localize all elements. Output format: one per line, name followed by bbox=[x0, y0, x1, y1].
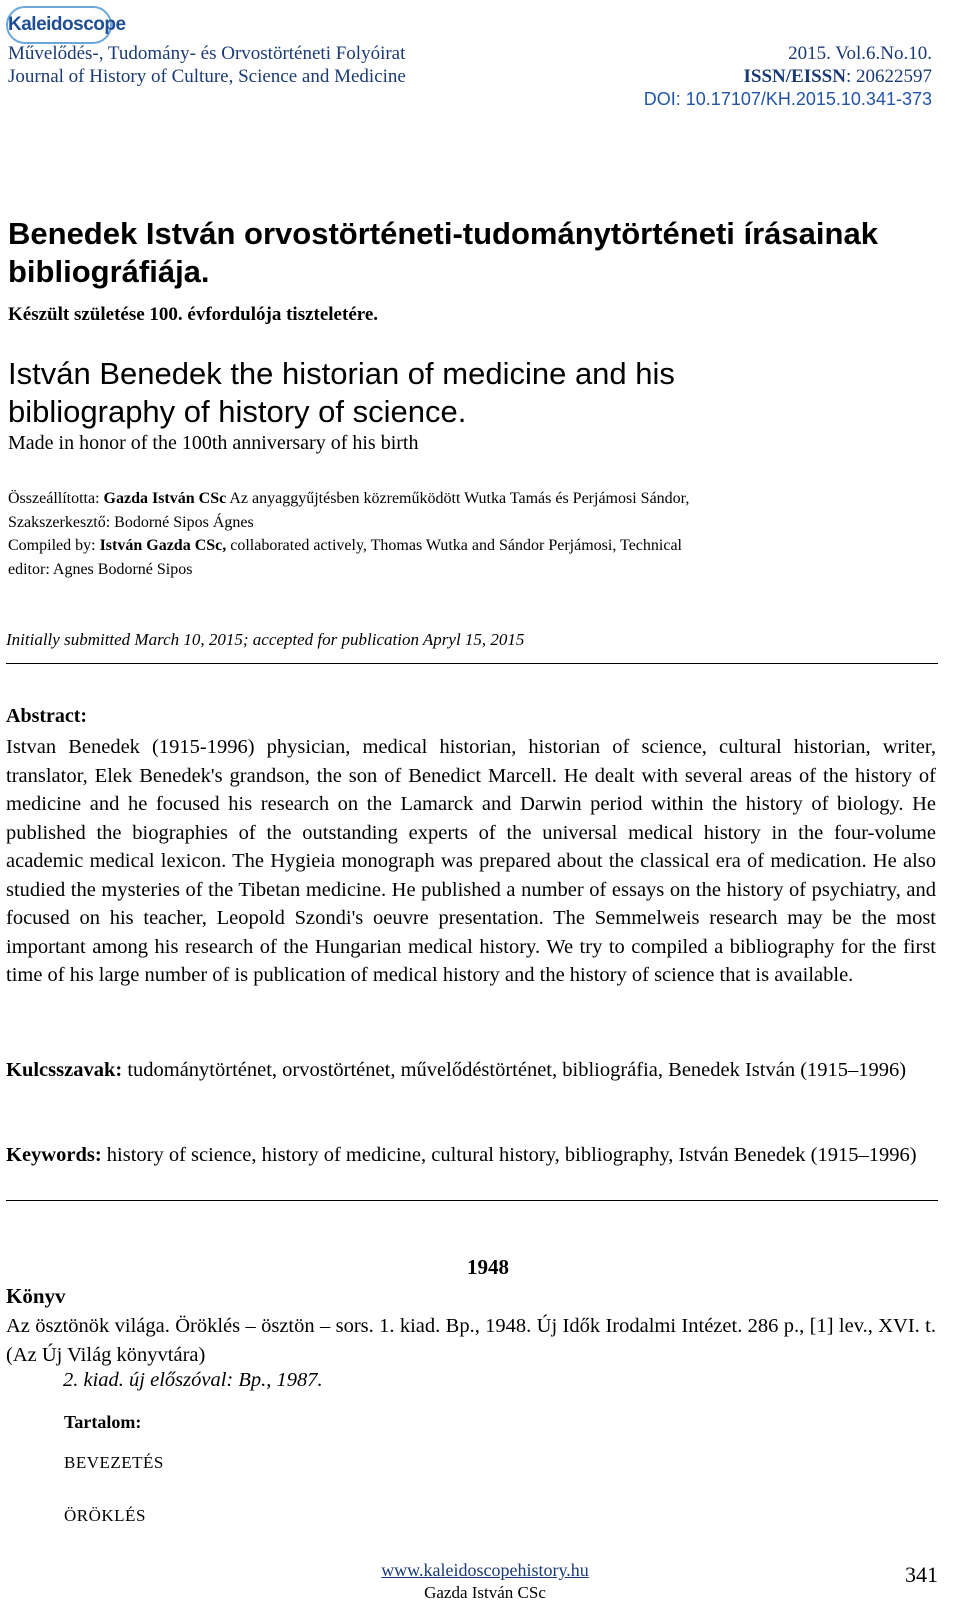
year-heading: 1948 bbox=[467, 1255, 509, 1279]
toc-item: ÖRÖKLÉS bbox=[64, 1506, 146, 1525]
issue-info: 2015. Vol.6.No.10. bbox=[788, 43, 932, 64]
logo-text: Kaleidoscope bbox=[8, 14, 126, 35]
subtitle-hu: Készült születése 100. évfordulója tiszteletére. bbox=[8, 304, 379, 325]
credits-en-compiler: István Gazda CSc, bbox=[99, 537, 227, 554]
title-hu-line1: Benedek István orvostörténeti-tudománytörténeti írásainak bbox=[8, 216, 878, 251]
credits-hu-editor: Szakszerkesztő: Bodorné Sipos Ágnes bbox=[8, 514, 254, 531]
credits-en-editor: editor: Agnes Bodorné Sipos bbox=[8, 561, 193, 578]
keywords-en bbox=[6, 1141, 936, 1170]
footer-website-link[interactable]: www.kaleidoscopehistory.hu bbox=[381, 1560, 589, 1580]
issn-value: : 20622597 bbox=[845, 66, 932, 87]
credits-hu bbox=[8, 487, 938, 535]
abstract-text: Istvan Benedek (1915-1996) physician, medical historian, historian of science, cultural historian, writer, translator, Elek Benedek's grandson, the son of Benedict Marcell. He dealt with several areas of the history of medicine and he focused his research on the Lamarck and Darwin period within the history of biology. He published the biographies of the outstanding experts of the universal medical history in the four-volume academic medical lexicon. The Hygieia monograph was prepared about the classical era of medication. He also studied the mysteries of the Tibetan medicine. He published a number of essays on the history of psychiatry, and focused on his teacher, Leopold Szondi's oeuvre presentation. The Semmelweis research may be the most important among his research of the Hungarian medical history. We try to compiled a bibliography for the first time of his large number of is publication of medical history and the history of science that is available. bbox=[6, 736, 936, 986]
entry-edition-note: 2. kiad. új előszóval: Bp., 1987. bbox=[63, 1369, 323, 1391]
toc-item: BEVEZETÉS bbox=[64, 1453, 164, 1472]
journal-title-en: Journal of History of Culture, Science and Medicine bbox=[8, 66, 406, 87]
doi-link[interactable]: DOI: 10.17107/KH.2015.10.341-373 bbox=[643, 89, 932, 109]
abstract-label: Abstract: bbox=[6, 705, 88, 727]
section-heading: Könyv bbox=[6, 1284, 66, 1308]
journal-title-hu: Művelődés-, Tudomány- és Orvostörténeti Folyóirat bbox=[8, 43, 406, 64]
keywords-hu-text: tudománytörténet, orvostörténet, művelődéstörténet, bibliográfia, Benedek István (1915–1996) bbox=[122, 1059, 907, 1081]
keywords-en-label: Keywords: bbox=[6, 1144, 102, 1166]
keywords-hu bbox=[6, 1056, 936, 1085]
credits-hu-compiler: Gazda István CSc bbox=[103, 490, 227, 507]
title-en-line1: István Benedek the historian of medicine and his bbox=[8, 356, 675, 391]
keywords-hu-label: Kulcsszavak: bbox=[6, 1059, 123, 1081]
credits-hu-label: Összeállította: bbox=[8, 490, 104, 507]
issn-label: ISSN/EISSN bbox=[743, 66, 846, 87]
journal-logo bbox=[6, 6, 126, 44]
footer-author: Gazda István CSc bbox=[424, 1583, 546, 1602]
divider-bottom bbox=[6, 1200, 938, 1201]
bibliography-entry: Az ösztönök világa. Öröklés – ösztön – sors. 1. kiad. Bp., 1948. Új Idők Irodalmi Intézet. 286 p., [1] lev., XVI. t. (Az Új Világ könyvtára) bbox=[6, 1315, 936, 1366]
credits-en-label: Compiled by: bbox=[8, 537, 100, 554]
title-hu-line2: bibliográfiája. bbox=[8, 254, 210, 289]
divider-top bbox=[6, 663, 938, 664]
issn-info bbox=[744, 66, 932, 88]
keywords-en-text: history of science, history of medicine, cultural history, bibliography, István Benedek (1915–1996) bbox=[101, 1144, 917, 1166]
toc-title: Tartalom: bbox=[64, 1412, 142, 1432]
title-en bbox=[8, 355, 948, 431]
credits-en-rest: collaborated actively, Thomas Wutka and Sándor Perjámosi, Technical bbox=[226, 537, 682, 554]
title-en-line2: bibliography of history of science. bbox=[8, 394, 467, 429]
title-hu bbox=[8, 215, 948, 291]
credits-hu-rest: Az anyaggyűjtésben közreműködött Wutka Tamás és Perjámosi Sándor, bbox=[226, 490, 690, 507]
submission-dates: Initially submitted March 10, 2015; accepted for publication Apryl 15, 2015 bbox=[6, 630, 525, 649]
page-number: 341 bbox=[905, 1562, 938, 1587]
subtitle-en: Made in honor of the 100th anniversary of his birth bbox=[8, 432, 419, 454]
credits-en bbox=[8, 534, 938, 582]
